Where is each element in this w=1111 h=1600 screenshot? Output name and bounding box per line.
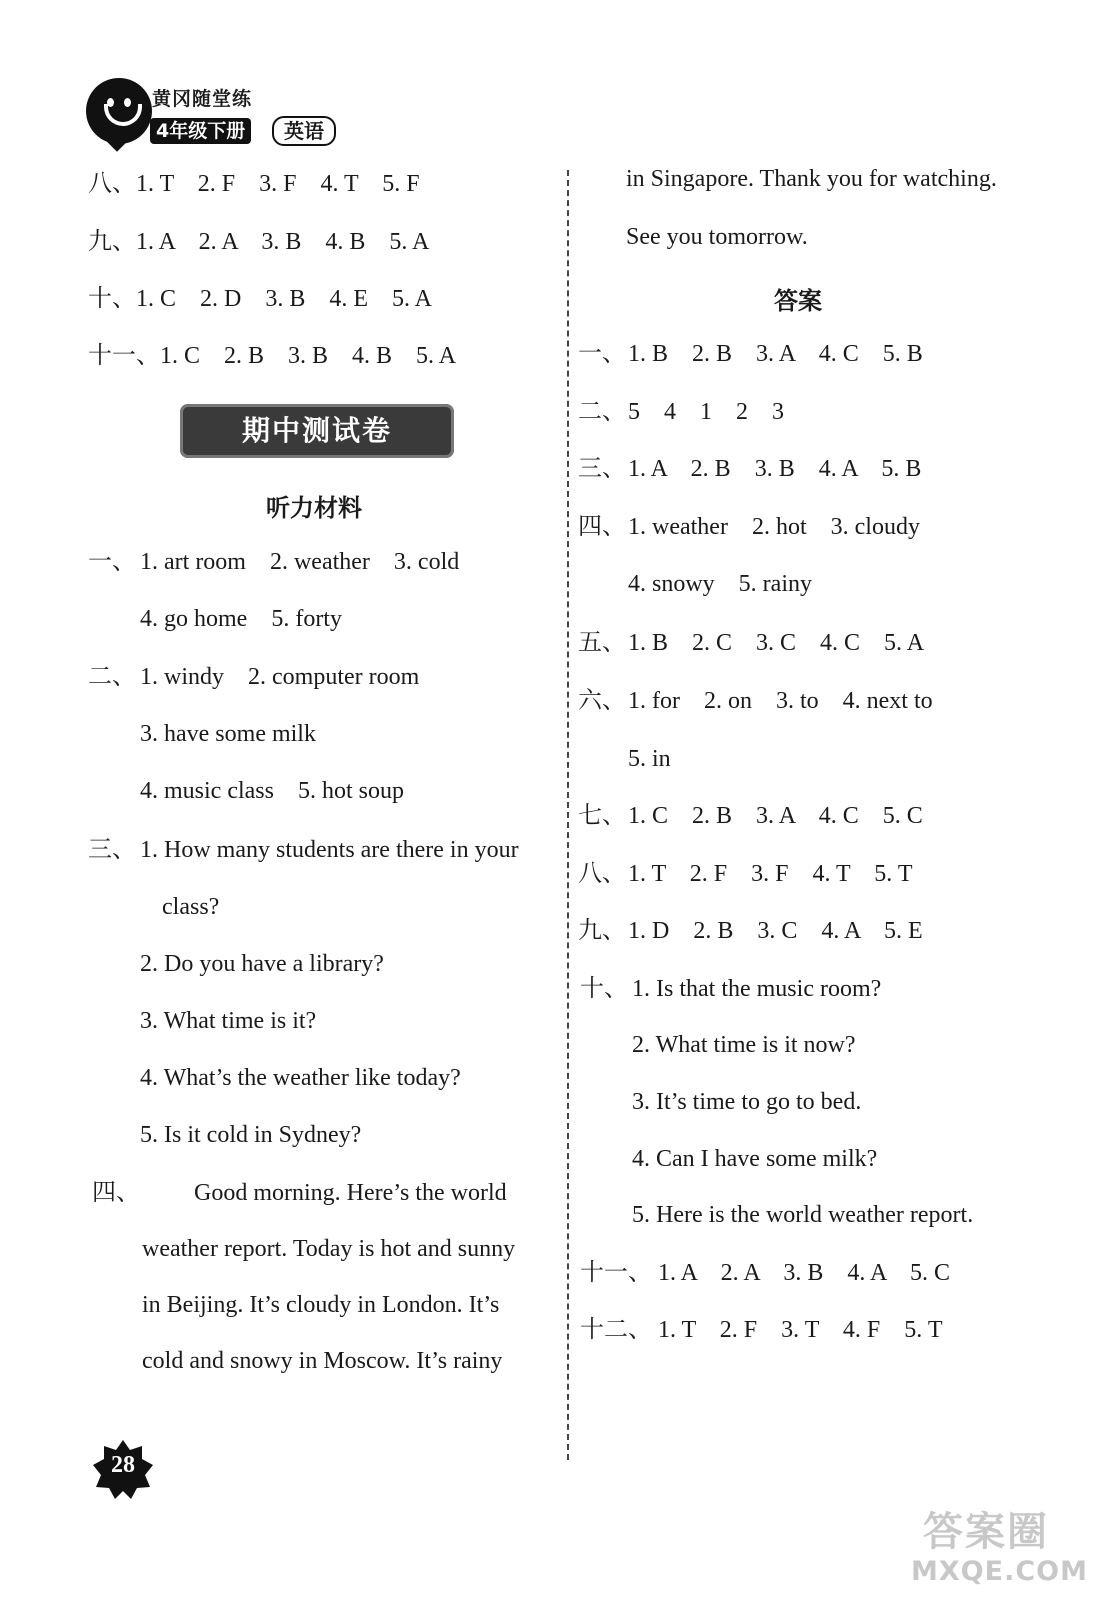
- smile-icon: [104, 104, 142, 126]
- banner-title: 期中测试卷: [241, 414, 392, 447]
- answer-text: 1. A 2. A 3. B 4. A 5. C: [658, 1260, 951, 1286]
- answer-row: [578, 915, 923, 946]
- list-item: 4. go home 5. forty: [140, 606, 342, 632]
- list-item: weather report. Today is hot and sunny: [142, 1236, 516, 1262]
- answer-row: [580, 1314, 943, 1345]
- section-label: 六、: [578, 686, 626, 714]
- answer-row: 4. Can I have some milk?: [632, 1146, 878, 1172]
- answer-text: 5 4 1 2 3: [628, 399, 784, 425]
- section-label: 七、: [578, 801, 626, 829]
- section-label: 十一、: [88, 341, 160, 369]
- section-label: 四、: [92, 1178, 140, 1206]
- answer-text: 1. Is that the music room?: [632, 976, 882, 1002]
- answer-row: [578, 511, 920, 542]
- answer-row: [578, 396, 784, 427]
- section-label: 十、: [88, 284, 136, 312]
- answer-row: [580, 1257, 950, 1288]
- section-label: 一、: [578, 339, 626, 367]
- item-text: 1. How many students are there in your: [140, 837, 519, 863]
- smiley-face-icon: [86, 78, 152, 144]
- answer-text: 1. C 2. B 3. B 4. B 5. A: [160, 343, 457, 369]
- listening-title: 听力材料: [266, 494, 362, 522]
- section-label: 九、: [88, 227, 136, 255]
- list-item: 4. music class 5. hot soup: [140, 778, 404, 804]
- answer-row: [578, 800, 923, 831]
- section-label: 四、: [578, 512, 626, 540]
- answer-text: 1. A 2. B 3. B 4. A 5. B: [628, 456, 922, 482]
- section-label: 三、: [578, 454, 626, 482]
- answer-text: 1. B 2. C 3. C 4. C 5. A: [628, 630, 925, 656]
- watermark: [905, 1500, 1105, 1596]
- list-item: class?: [162, 894, 220, 920]
- answer-row: [578, 858, 913, 889]
- item-text: Good morning. Here’s the world: [194, 1180, 507, 1206]
- answer-row: 4. snowy 5. rainy: [628, 571, 812, 597]
- column-divider: [567, 170, 569, 1460]
- answer-row: [580, 973, 881, 1004]
- section-label: 十一、: [580, 1258, 652, 1286]
- answer-row: [88, 340, 456, 371]
- answer-text: 1. for 2. on 3. to 4. next to: [628, 688, 933, 714]
- watermark-url: MXQE.COM: [911, 1556, 1088, 1587]
- list-item: 3. have some milk: [140, 721, 316, 747]
- answer-row: [88, 226, 429, 257]
- section-label: 八、: [578, 859, 626, 887]
- page-number: 28: [111, 1452, 135, 1478]
- item-text: 1. windy 2. computer room: [140, 664, 420, 690]
- answer-text: 1. T 2. F 3. T 4. F 5. T: [658, 1317, 943, 1343]
- answer-row: 5. Here is the world weather report.: [632, 1202, 974, 1228]
- passage-line: See you tomorrow.: [626, 224, 808, 250]
- header-logo: [86, 78, 346, 154]
- answer-row: [578, 338, 923, 369]
- section-label: 二、: [578, 397, 626, 425]
- list-item: cold and snowy in Moscow. It’s rainy: [142, 1348, 503, 1374]
- section-label: 二、: [88, 662, 136, 690]
- answer-text: 1. B 2. B 3. A 4. C 5. B: [628, 341, 923, 367]
- section-label: 一、: [88, 547, 136, 575]
- answer-row: 5. in: [628, 746, 671, 772]
- list-item: 4. What’s the weather like today?: [140, 1065, 461, 1091]
- list-item: 3. What time is it?: [140, 1008, 317, 1034]
- page-number-badge: [92, 1438, 154, 1500]
- list-item: [92, 1177, 507, 1208]
- answer-row: [88, 168, 420, 199]
- answer-row: [578, 685, 933, 716]
- watermark-logo-text: 答案圈: [923, 1509, 1049, 1555]
- passage-line: in Singapore. Thank you for watching.: [626, 166, 997, 192]
- answer-text: 1. T 2. F 3. F 4. T 5. T: [628, 861, 913, 887]
- answer-row: [88, 283, 432, 314]
- section-label: 十二、: [580, 1315, 652, 1343]
- answer-row: [578, 453, 921, 484]
- list-item: [88, 661, 419, 692]
- answer-text: 1. D 2. B 3. C 4. A 5. E: [628, 918, 923, 944]
- list-item: 5. Is it cold in Sydney?: [140, 1122, 362, 1148]
- subject-label: 英语: [272, 116, 336, 146]
- answer-text: 1. weather 2. hot 3. cloudy: [628, 514, 920, 540]
- answer-row: [578, 627, 924, 658]
- grade-label: 4年级下册: [150, 118, 251, 144]
- list-item: [88, 546, 459, 577]
- answer-row: 2. What time is it now?: [632, 1032, 856, 1058]
- answer-row: 3. It’s time to go to bed.: [632, 1089, 862, 1115]
- brand-title: 黄冈随堂练: [152, 88, 253, 110]
- answer-text: 1. A 2. A 3. B 4. B 5. A: [136, 229, 430, 255]
- section-label: 三、: [88, 835, 136, 863]
- list-item: in Beijing. It’s cloudy in London. It’s: [142, 1292, 500, 1318]
- item-text: 1. art room 2. weather 3. cold: [140, 549, 460, 575]
- answers-title: 答案: [774, 287, 822, 315]
- section-label: 五、: [578, 628, 626, 656]
- list-item: 2. Do you have a library?: [140, 951, 384, 977]
- answer-text: 1. T 2. F 3. F 4. T 5. F: [136, 171, 420, 197]
- section-banner: [180, 404, 454, 458]
- section-label: 十、: [580, 974, 628, 1002]
- answer-text: 1. C 2. D 3. B 4. E 5. A: [136, 286, 433, 312]
- answer-text: 1. C 2. B 3. A 4. C 5. C: [628, 803, 923, 829]
- section-label: 八、: [88, 169, 136, 197]
- section-label: 九、: [578, 916, 626, 944]
- list-item: [88, 834, 519, 865]
